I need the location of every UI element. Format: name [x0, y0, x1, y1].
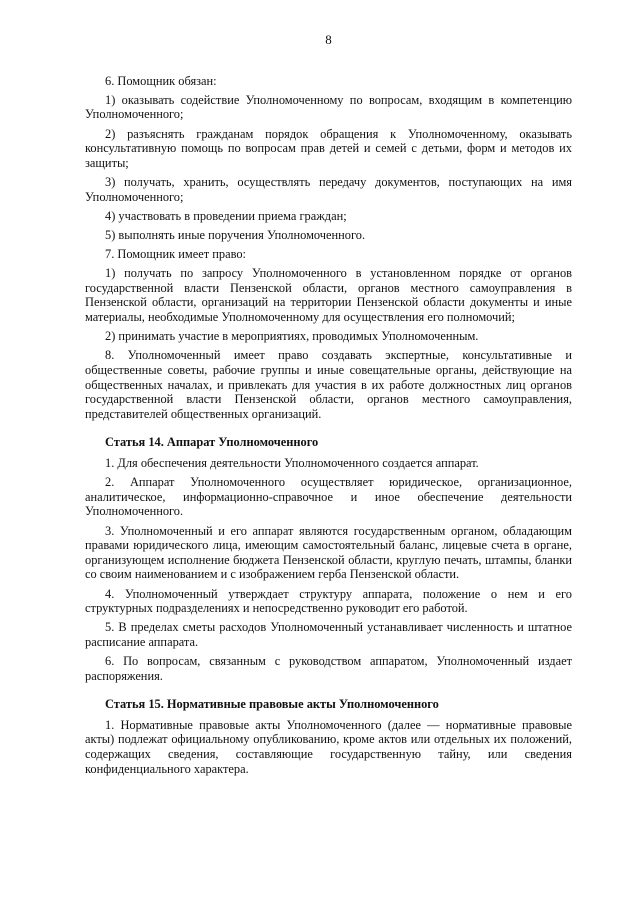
paragraph: 5) выполнять иные поручения Уполномоченного. [105, 227, 366, 242]
section-heading: Статья 14. Аппарат Уполномоченного [105, 435, 319, 450]
paragraph: 2) разъяснять гражданам порядок обращения к Уполномоченному, оказывать консультативную помощь по вопросам прав детей и семей с детьми, форм и методов их защиты; [85, 126, 572, 170]
paragraph: 1) получать по запросу Уполномоченного в установленном порядке от органов государственной власти Пензенской области, органов местного самоуправления в Пензенской области, организаций на территории Пензенской области документы и иные материалы, необходимые Уполномоченному для осуществления его полномочий; [85, 266, 572, 325]
paragraph: 1) оказывать содействие Уполномоченному по вопросам, входящим в компетенцию Уполномоченного; [85, 92, 572, 122]
paragraph: 3. Уполномоченный и его аппарат являются государственным органом, обладающим правами юридического лица, имеющим самостоятельный баланс, лицевые счета в органе, организующем исполнение бюджета Пензенской области, круглую печать, штампы, бланки со своим наименованием и с изображением герба Пензенской области. [85, 523, 572, 582]
paragraph: 6. Помощник обязан: [105, 73, 217, 88]
section-heading: Статья 15. Нормативные правовые акты Уполномоченного [105, 697, 439, 712]
paragraph: 1. Нормативные правовые акты Уполномоченного (далее — нормативные правовые акты) подлежат официальному опубликованию, кроме актов или отдельных их положений, содержащих сведения, составляющие государственную тайну, или сведения конфиденциального характера. [85, 717, 572, 776]
paragraph: 7. Помощник имеет право: [105, 247, 246, 262]
paragraph: 1. Для обеспечения деятельности Уполномоченного создается аппарат. [105, 456, 479, 470]
document-body [85, 74, 572, 777]
paragraph: 8. Уполномоченный имеет право создавать экспертные, консультативные и общественные советы, рабочие группы и иные совещательные органы, действующие на общественных началах, и привлекать для участия в их работе должностных лиц органов государственной власти Пензенской области, органов местного самоуправления, представителей общественных организаций. [85, 348, 572, 421]
paragraph: 2. Аппарат Уполномоченного осуществляет юридическое, организационное, аналитическое, информационно-справочное и иное обеспечение деятельности Уполномоченного. [85, 475, 572, 519]
paragraph: 4. Уполномоченный утверждает структуру аппарата, положение о нем и его структурных подразделениях и непосредственно руководит его работой. [85, 586, 572, 616]
paragraph: 6. По вопросам, связанным с руководством аппаратом, Уполномоченный издает распоряжения. [85, 654, 572, 683]
paragraph: 5. В пределах сметы расходов Уполномоченный устанавливает численность и штатное расписание аппарата. [85, 620, 572, 649]
page-number: 8 [325, 32, 332, 47]
paragraph: 2) принимать участие в мероприятиях, проводимых Уполномоченным. [105, 329, 479, 344]
paragraph: 3) получать, хранить, осуществлять передачу документов, поступающих на имя Уполномоченного; [85, 174, 572, 204]
paragraph: 4) участвовать в проведении приема граждан; [105, 208, 347, 223]
